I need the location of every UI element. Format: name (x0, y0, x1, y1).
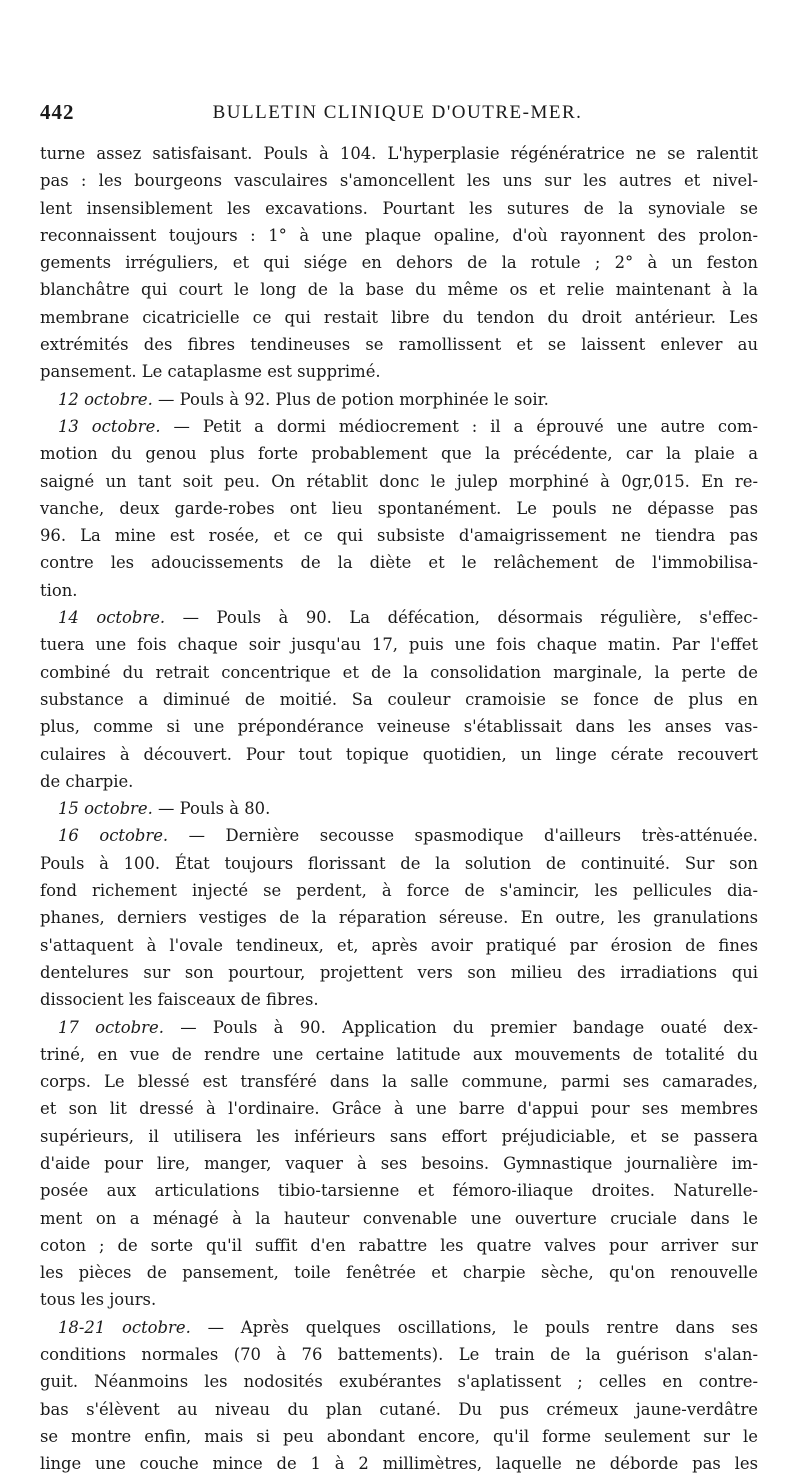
text-line (40, 822, 758, 849)
text-line (40, 959, 758, 986)
text-line (40, 631, 758, 658)
text-line (40, 713, 758, 740)
text-line (40, 1423, 758, 1450)
entry-date: 12 octobre. (58, 389, 153, 409)
text-line (40, 604, 758, 631)
line-text: phanes, derniers vestiges de la réparation séreuse. En outre, les granulations (40, 908, 758, 928)
line-text: dissocient les faisceaux de fibres. (40, 990, 319, 1010)
text-line (40, 1014, 758, 1041)
line-text: ment on a ménagé à la hauteur convenable une ouverture cruciale dans le (40, 1208, 758, 1228)
entry-date: 13 octobre. (58, 416, 161, 436)
text-line (40, 1068, 758, 1095)
text-line (40, 1123, 758, 1150)
line-text: motion du genou plus forte probablement que la précédente, car la plaie a (40, 444, 758, 464)
line-text: contre les adoucissements de la diète et le relâchement de l'immobilisa- (40, 553, 758, 573)
entry-date: 17 octobre. (58, 1017, 164, 1037)
line-text: fond richement injecté se perdent, à force de s'amincir, les pellicules dia- (40, 881, 758, 901)
line-text: dentelures sur son pourtour, projettent vers son milieu des irradiations qui (40, 962, 758, 982)
line-text: linge une couche mince de 1 à 2 millimètres, laquelle ne déborde pas les (40, 1454, 758, 1474)
line-text: tous les jours. (40, 1290, 157, 1310)
entry-date: 18-21 octobre. (58, 1317, 191, 1337)
line-text: de charpie. (40, 771, 134, 791)
text-line (40, 1259, 758, 1286)
line-text: et son lit dressé à l'ordinaire. Grâce à une barre d'appui pour ses membres (40, 1099, 758, 1119)
line-text: — Pouls à 80. (152, 799, 271, 819)
line-text: conditions normales (70 à 76 battements). Le train de la guérison s'alan- (40, 1345, 758, 1365)
text-line (40, 195, 758, 222)
text-line (40, 1341, 758, 1368)
text-line (40, 1205, 758, 1232)
line-text: plus, comme si une prépondérance veineuse s'établissait dans les anses vas- (40, 717, 758, 737)
line-text: tion. (40, 580, 78, 600)
text-line (40, 386, 758, 413)
entry-date: 16 octobre. (58, 826, 169, 846)
line-text: vanche, deux garde-robes ont lieu spontanément. Le pouls ne dépasse pas (40, 498, 758, 518)
line-text: 96. La mine est rosée, et ce qui subsiste d'amaigrissement ne tiendra pas (40, 526, 758, 546)
line-text: — Pouls à 92. Plus de potion morphinée le soir. (152, 389, 549, 409)
text-line (40, 1396, 758, 1423)
text-line (40, 850, 758, 877)
text-line (40, 904, 758, 931)
line-text: bas s'élèvent au niveau du plan cutané. Du pus crémeux jaune-verdâtre (40, 1399, 758, 1419)
line-text: blanchâtre qui court le long de la base du même os et relie maintenant à la (40, 280, 758, 300)
line-text: — Pouls à 90. La défécation, désormais régulière, s'effec- (165, 608, 758, 628)
text-line (40, 1041, 758, 1068)
text-line (40, 1095, 758, 1122)
line-text: extrémités des fibres tendineuses se ramollissent et se laissent enlever au (40, 335, 758, 355)
text-line (40, 768, 758, 795)
line-text: — Après quelques oscillations, le pouls rentre dans ses (190, 1317, 758, 1337)
text-line (40, 741, 758, 768)
line-text: lent insensiblement les excavations. Pourtant les sutures de la synoviale se (40, 198, 758, 218)
text-line (40, 276, 758, 303)
line-text: pansement. Le cataplasme est supprimé. (40, 362, 381, 382)
line-text: s'attaquent à l'ovale tendineux, et, après avoir pratiqué par érosion de fines (40, 935, 758, 955)
entry-date: 14 octobre. (58, 608, 166, 628)
body-text (40, 140, 758, 1478)
text-line (40, 358, 758, 385)
text-line (40, 1314, 758, 1341)
line-text: Pouls à 100. État toujours florissant de la solution de continuité. Sur son (40, 853, 758, 873)
line-text: tuera une fois chaque soir jusqu'au 17, puis une fois chaque matin. Par l'effet (40, 635, 758, 655)
line-text: — Pouls à 90. Application du premier bandage ouaté dex- (163, 1017, 758, 1037)
running-head: BULLETIN CLINIQUE D'OUTRE-MER. (212, 102, 583, 123)
text-line (40, 1450, 758, 1477)
text-line (40, 932, 758, 959)
text-line (40, 659, 758, 686)
text-line (40, 222, 758, 249)
entry-date: 15 octobre. (58, 799, 153, 819)
line-text: les pièces de pansement, toile fenêtrée et charpie sèche, qu'on renouvelle (40, 1263, 758, 1283)
text-line (40, 440, 758, 467)
text-line (40, 577, 758, 604)
text-line (40, 331, 758, 358)
text-line (40, 549, 758, 576)
text-line (40, 1286, 758, 1313)
line-text: guit. Néanmoins les nodosités exubérantes s'aplatissent ; celles en contre- (40, 1372, 758, 1392)
line-text: combiné du retrait concentrique et de la consolidation marginale, la perte de (40, 662, 758, 682)
text-line (40, 249, 758, 276)
line-text: membrane cicatricielle ce qui restait libre du tendon du droit antérieur. Les (40, 307, 758, 327)
line-text: turne assez satisfaisant. Pouls à 104. L'hyperplasie régénératrice ne se ralentit (40, 144, 758, 163)
line-text: triné, en vue de rendre une certaine latitude aux mouvements de totalité du (40, 1044, 758, 1064)
line-text: posée aux articulations tibio-tarsienne et fémoro-iliaque droites. Naturelle- (40, 1181, 758, 1201)
text-line (40, 304, 758, 331)
line-text: pas : les bourgeons vasculaires s'amoncellent les uns sur les autres et nivel- (40, 171, 758, 191)
text-line (40, 1232, 758, 1259)
line-text: gements irréguliers, et qui siége en dehors de la rotule ; 2° à un feston (40, 253, 758, 273)
line-text: corps. Le blessé est transféré dans la salle commune, parmi ses camarades, (40, 1072, 758, 1092)
page-header (40, 100, 755, 130)
line-text: supérieurs, il utilisera les inférieurs sans effort préjudiciable, et se passera (40, 1126, 758, 1146)
line-text: d'aide pour lire, manger, vaquer à ses besoins. Gymnastique journalière im- (40, 1153, 758, 1173)
text-line (40, 468, 758, 495)
text-line (40, 795, 758, 822)
page-number: 442 (40, 100, 75, 124)
line-text: substance a diminué de moitié. Sa couleur cramoisie se fonce de plus en (40, 689, 758, 709)
text-line (40, 986, 758, 1013)
line-text: coton ; de sorte qu'il suffit d'en rabattre les quatre valves pour arriver sur (40, 1235, 758, 1255)
text-line (40, 1368, 758, 1395)
text-line (40, 140, 758, 167)
text-line (40, 495, 758, 522)
line-text: saigné un tant soit peu. On rétablit donc le julep morphiné à 0gr,015. En re- (40, 471, 758, 491)
line-text: — Dernière secousse spasmodique d'ailleurs très-atténuée. (168, 826, 758, 846)
text-line (40, 522, 758, 549)
text-line (40, 877, 758, 904)
line-text: reconnaissent toujours : 1° à une plaque opaline, d'où rayonnent des prolon- (40, 225, 758, 245)
line-text: culaires à découvert. Pour tout topique quotidien, un linge cérate recouvert (40, 744, 758, 764)
text-line (40, 413, 758, 440)
text-line (40, 686, 758, 713)
text-line (40, 167, 758, 194)
line-text: — Petit a dormi médiocrement : il a éprouvé une autre com- (160, 416, 758, 436)
text-line (40, 1150, 758, 1177)
text-line (40, 1177, 758, 1204)
line-text: se montre enfin, mais si peu abondant encore, qu'il forme seulement sur le (40, 1426, 758, 1446)
